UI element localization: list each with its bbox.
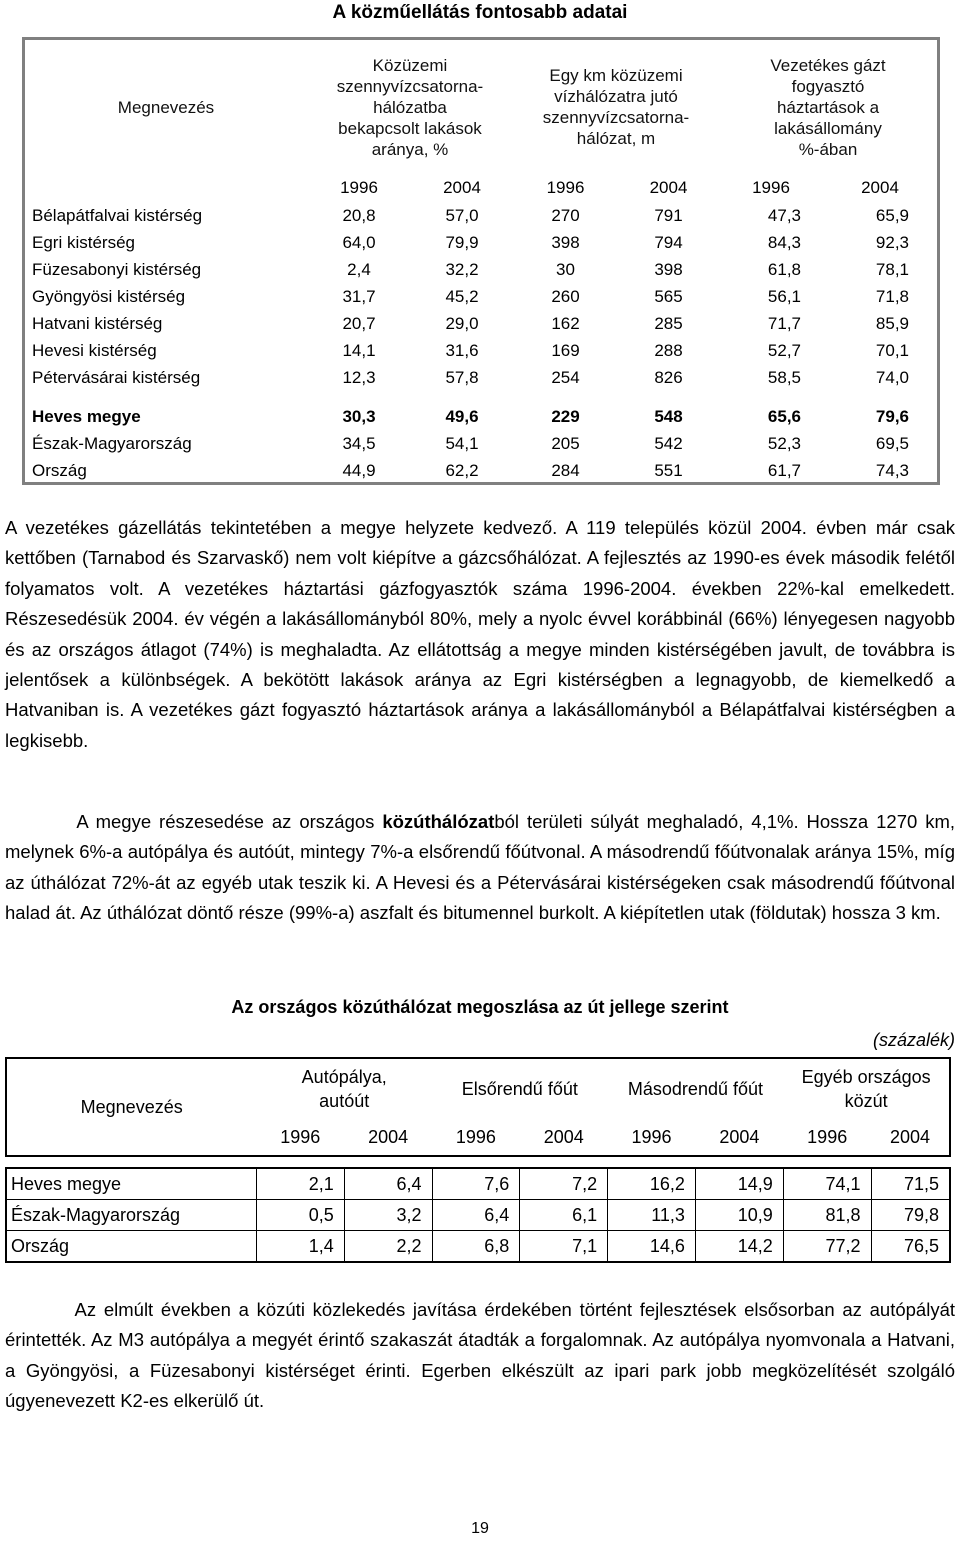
row-label: Hatvani kistérség — [32, 313, 163, 333]
table-row — [25, 430, 937, 457]
value-cell: 548 — [654, 406, 683, 426]
year-cell: 2004 — [890, 1126, 931, 1147]
year-cell: 2004 — [443, 178, 481, 197]
value-cell: 74,3 — [875, 460, 909, 480]
value-cell: 7,6 — [432, 1168, 520, 1200]
value-cell: 69,5 — [875, 433, 909, 453]
header-sewer-per-km: Egy km közüzemi vízhálózatra jutó szennyvízcsatorna- hálózat, m — [542, 66, 690, 148]
unit-label: (százalék) — [872, 1030, 955, 1050]
year-cell: 1996 — [340, 178, 378, 197]
motorway-paragraph: Az elmúlt években a közúti közlekedés javítása érdekében történt fejlesztések elsősorban az autópályát érintették. Az M3 autópálya a megyét érintő szakaszát átadták a forgalomnak. Az autópálya nyomvonala a Hatvani, a Gyöngyösi, a Füzesabonyi kistérséget érinti. Egerben elkészült az ipari park jobb megközelítését szolgáló úgyenevezett K2-es elkerülő út. — [5, 1299, 955, 1412]
value-cell: 254 — [551, 367, 580, 387]
value-cell: 31,6 — [445, 340, 479, 360]
value-cell: 54,1 — [445, 433, 479, 453]
road-header-other: Egyéb országos közút — [801, 1067, 931, 1111]
value-cell: 57,0 — [445, 205, 479, 225]
header-name: Megnevezés — [117, 97, 215, 117]
value-cell: 29,0 — [445, 313, 479, 333]
table-row — [25, 310, 937, 337]
value-cell: 270 — [551, 205, 580, 225]
year-cell: 2004 — [543, 1126, 584, 1147]
year-cell: 1996 — [280, 1126, 321, 1147]
value-cell: 30 — [556, 259, 575, 279]
table-row — [6, 1231, 950, 1263]
value-cell: 14,2 — [695, 1231, 783, 1263]
value-cell: 81,8 — [783, 1200, 871, 1231]
table-row — [25, 364, 937, 391]
value-cell: 169 — [551, 340, 580, 360]
value-cell: 52,7 — [767, 340, 801, 360]
value-cell: 14,1 — [342, 340, 376, 360]
value-cell: 79,9 — [445, 232, 479, 252]
row-label: Egri kistérség — [32, 232, 135, 252]
table-row — [25, 403, 937, 430]
table-row — [25, 457, 937, 484]
value-cell: 2,2 — [344, 1231, 432, 1263]
value-cell: 74,1 — [783, 1168, 871, 1200]
value-cell: 826 — [654, 367, 683, 387]
value-cell: 12,3 — [342, 367, 376, 387]
page-number: 19 — [471, 1520, 489, 1537]
value-cell: 31,7 — [342, 286, 376, 306]
row-label: Hevesi kistérség — [32, 340, 157, 360]
value-cell: 47,3 — [767, 205, 801, 225]
value-cell: 14,6 — [608, 1231, 696, 1263]
value-cell: 542 — [654, 433, 683, 453]
value-cell: 58,5 — [767, 367, 801, 387]
value-cell: 70,1 — [875, 340, 909, 360]
table-row — [25, 283, 937, 310]
value-cell: 10,9 — [695, 1200, 783, 1231]
value-cell: 79,8 — [871, 1200, 950, 1231]
value-cell: 32,2 — [445, 259, 479, 279]
section-title: A közműellátás fontosabb adatai — [332, 2, 628, 23]
value-cell: 71,7 — [767, 313, 801, 333]
year-cell: 1996 — [807, 1126, 848, 1147]
value-cell: 61,7 — [767, 460, 801, 480]
value-cell: 79,6 — [875, 406, 909, 426]
header-gas-share: Vezetékes gázt fogyasztó háztartások a lakásállomány %-ában — [770, 55, 886, 159]
value-cell: 288 — [654, 340, 683, 360]
row-label: Gyöngyösi kistérség — [32, 286, 186, 306]
table-row — [25, 229, 937, 256]
value-cell: 20,7 — [342, 313, 376, 333]
value-cell: 52,3 — [767, 433, 801, 453]
value-cell: 14,9 — [695, 1168, 783, 1200]
table-row — [25, 202, 937, 229]
table-row — [25, 256, 937, 283]
year-cell: 1996 — [752, 178, 790, 197]
value-cell: 794 — [654, 232, 683, 252]
value-cell: 6,1 — [520, 1200, 608, 1231]
value-cell: 284 — [551, 460, 580, 480]
value-cell: 44,9 — [342, 460, 376, 480]
year-row — [25, 174, 937, 202]
row-label: Heves megye — [6, 1168, 256, 1200]
value-cell: 6,4 — [344, 1168, 432, 1200]
year-cell: 2004 — [861, 178, 899, 197]
road-header-secondary: Másodrendű főút — [627, 1079, 763, 1099]
value-cell: 2,4 — [347, 259, 371, 279]
value-cell: 1,4 — [256, 1231, 344, 1263]
road-table — [5, 1057, 951, 1263]
row-label: Észak-Magyarország — [6, 1200, 256, 1231]
value-cell: 71,8 — [875, 286, 909, 306]
table-row — [25, 337, 937, 364]
row-label: Ország — [32, 460, 87, 480]
value-cell: 16,2 — [608, 1168, 696, 1200]
value-cell: 398 — [551, 232, 580, 252]
value-cell: 76,5 — [871, 1231, 950, 1263]
year-cell: 1996 — [546, 178, 585, 197]
value-cell: 565 — [654, 286, 683, 306]
value-cell: 11,3 — [608, 1200, 696, 1231]
value-cell: 229 — [551, 406, 580, 426]
value-cell: 77,2 — [783, 1231, 871, 1263]
row-label: Észak-Magyarország — [32, 433, 192, 453]
value-cell: 285 — [654, 313, 683, 333]
value-cell: 260 — [551, 286, 580, 306]
row-label: Pétervásárai kistérség — [32, 367, 201, 387]
table-row — [6, 1168, 950, 1200]
value-cell: 62,2 — [445, 460, 479, 480]
year-cell: 1996 — [455, 1126, 496, 1147]
value-cell: 6,8 — [432, 1231, 520, 1263]
value-cell: 7,2 — [520, 1168, 608, 1200]
road-header-primary: Elsőrendű főút — [461, 1079, 578, 1099]
value-cell: 6,4 — [432, 1200, 520, 1231]
value-cell: 7,1 — [520, 1231, 608, 1263]
value-cell: 92,3 — [875, 232, 909, 252]
year-cell: 2004 — [368, 1126, 409, 1147]
value-cell: 20,8 — [342, 205, 376, 225]
year-cell: 1996 — [631, 1126, 672, 1147]
value-cell: 791 — [654, 205, 683, 225]
year-cell: 2004 — [649, 178, 688, 197]
road-header-motorway: Autópálya, autóút — [301, 1067, 387, 1111]
value-cell: 74,0 — [875, 367, 909, 387]
value-cell: 34,5 — [342, 433, 376, 453]
value-cell: 56,1 — [767, 286, 801, 306]
row-label: Heves megye — [32, 406, 141, 426]
value-cell: 64,0 — [342, 232, 376, 252]
header-sewer-share: Közüzemi szennyvízcsatorna- hálózatba bekapcsolt lakások aránya, % — [336, 55, 484, 159]
value-cell: 65,9 — [875, 205, 909, 225]
value-cell: 85,9 — [875, 313, 909, 333]
value-cell: 78,1 — [875, 259, 909, 279]
row-label: Füzesabonyi kistérség — [32, 259, 202, 279]
value-cell: 2,1 — [256, 1168, 344, 1200]
value-cell: 0,5 — [256, 1200, 344, 1231]
road-paragraph: A megye részesedése az országos közúthálózatból területi súlyát meghaladó, 4,1%. Hossza 1270 km, melynek 6%-a autópálya és autóút, mintegy 7%-a elsőrendű főútvonal. A másodrendű főútvonalak aránya 15%, míg az úthálózat 72%-át az egyéb utak teszik ki. A Hevesi és a Pétervásárai kistérségeken csak másodrendű főútvonal halad át. Az úthálózat döntő része (99%-a) aszfalt és bitumennel burkolt. A kiépítetlen utak (földutak) hossza 3 km. — [5, 811, 956, 924]
value-cell: 84,3 — [767, 232, 801, 252]
value-cell: 65,6 — [767, 406, 801, 426]
value-cell: 162 — [551, 313, 580, 333]
row-label: Ország — [6, 1231, 256, 1263]
value-cell: 61,8 — [767, 259, 801, 279]
value-cell: 71,5 — [871, 1168, 950, 1200]
value-cell: 205 — [551, 433, 580, 453]
value-cell: 45,2 — [445, 286, 479, 306]
utilities-table — [22, 37, 940, 485]
value-cell: 398 — [654, 259, 683, 279]
year-cell: 2004 — [719, 1126, 760, 1147]
value-cell: 30,3 — [342, 406, 376, 426]
value-cell: 49,6 — [445, 406, 479, 426]
road-table-title: Az országos közúthálózat megoszlása az út jellege szerint — [231, 997, 729, 1017]
value-cell: 57,8 — [445, 367, 479, 387]
value-cell: 551 — [654, 460, 683, 480]
table-row — [6, 1200, 950, 1231]
row-label: Bélapátfalvai kistérség — [32, 205, 203, 225]
road-header-name: Megnevezés — [80, 1097, 183, 1117]
gas-paragraph: A vezetékes gázellátás tekintetében a megye helyzete kedvező. A 119 település közül 2004. évben már csak kettőben (Tarnabod és Szarvaskő) nem volt kiépítve a gázcsőhálózat. A fejlesztés az 1990-es évek második felétől folyamatos volt. A vezetékes háztartási gázfogyasztók száma 1996-2004. években 22%-kal emelkedett. Részesedésük 2004. év végén a lakásállományból 80%, mely a nyolc évvel korábbinál (66%) lényegesen nagyobb és az országos átlagot (74%) is meghaladta. Az ellátottság a megye minden kistérségében javult, de továbbra is jelentősek a különbségek. A bekötött lakások aránya az Egri kistérségben a legnagyobb, de kiemelkedő a Hatvaniban is. A vezetékes gázt fogyasztó háztartások aránya a lakásállományból a Bélapátfalvai kistérségben a legkisebb. — [5, 517, 955, 751]
road-network-term: közúthálózat — [382, 811, 495, 832]
value-cell: 3,2 — [344, 1200, 432, 1231]
